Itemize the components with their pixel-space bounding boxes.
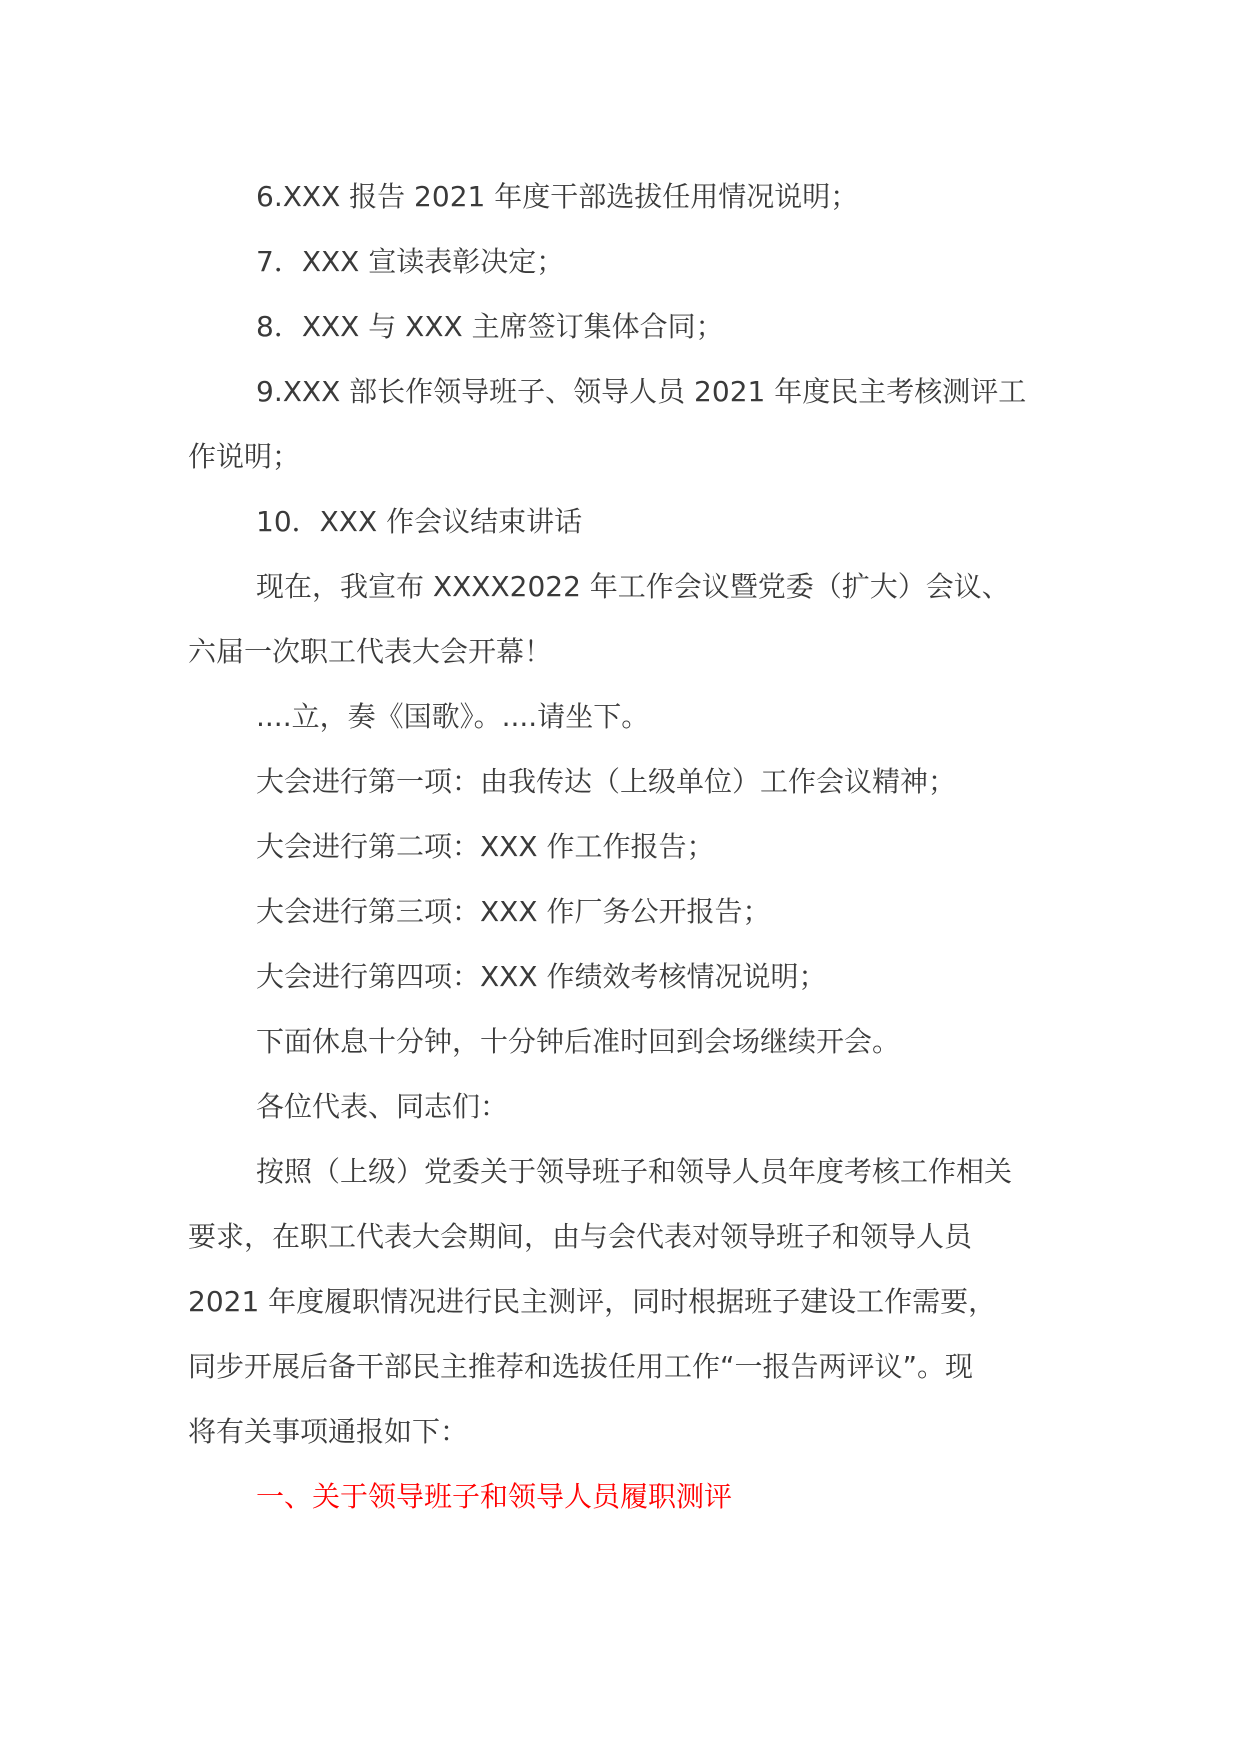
section-heading: 一、关于领导班子和领导人员履职测评 (256, 1480, 733, 1513)
paragraph-line: 要求，在职工代表大会期间，由与会代表对领导班子和领导人员 (188, 1220, 973, 1253)
agenda-item-7: 7．XXX 宣读表彰决定； (256, 245, 565, 278)
paragraph-line: 按照（上级）党委关于领导班子和领导人员年度考核工作相关 (256, 1155, 1013, 1188)
meeting-item-1: 大会进行第一项：由我传达（上级单位）工作会议精神； (256, 765, 957, 798)
agenda-item-10: 10．XXX 作会议结束讲话 (256, 505, 583, 538)
opening-announcement: 现在，我宣布 XXXX2022 年工作会议暨党委（扩大）会议、 (256, 570, 1010, 603)
meeting-item-2: 大会进行第二项：XXX 作工作报告； (256, 830, 715, 863)
agenda-item-6: 6.XXX 报告 2021 年度干部选拔任用情况说明； (256, 180, 859, 213)
paragraph-line: 同步开展后备干部民主推荐和选拔任用工作“一报告两评议”。现 (188, 1350, 974, 1383)
salutation: 各位代表、同志们： (256, 1090, 509, 1123)
opening-announcement-continued: 六届一次职工代表大会开幕！ (188, 635, 553, 668)
agenda-item-8: 8．XXX 与 XXX 主席签订集体合同； (256, 310, 724, 343)
break-notice: 下面休息十分钟，十分钟后准时回到会场继续开会。 (256, 1025, 901, 1058)
paragraph-line: 将有关事项通报如下： (188, 1415, 469, 1448)
paragraph-line: 2021 年度履职情况进行民主测评，同时根据班子建设工作需要， (188, 1285, 997, 1318)
agenda-item-9-continued: 作说明； (188, 440, 301, 473)
anthem-instruction: ....立，奏《国歌》。....请坐下。 (256, 700, 650, 733)
document-body (188, 164, 1058, 1529)
agenda-item-9: 9.XXX 部长作领导班子、领导人员 2021 年度民主考核测评工 (256, 375, 1027, 408)
meeting-item-4: 大会进行第四项：XXX 作绩效考核情况说明； (256, 960, 827, 993)
meeting-item-3: 大会进行第三项：XXX 作厂务公开报告； (256, 895, 771, 928)
